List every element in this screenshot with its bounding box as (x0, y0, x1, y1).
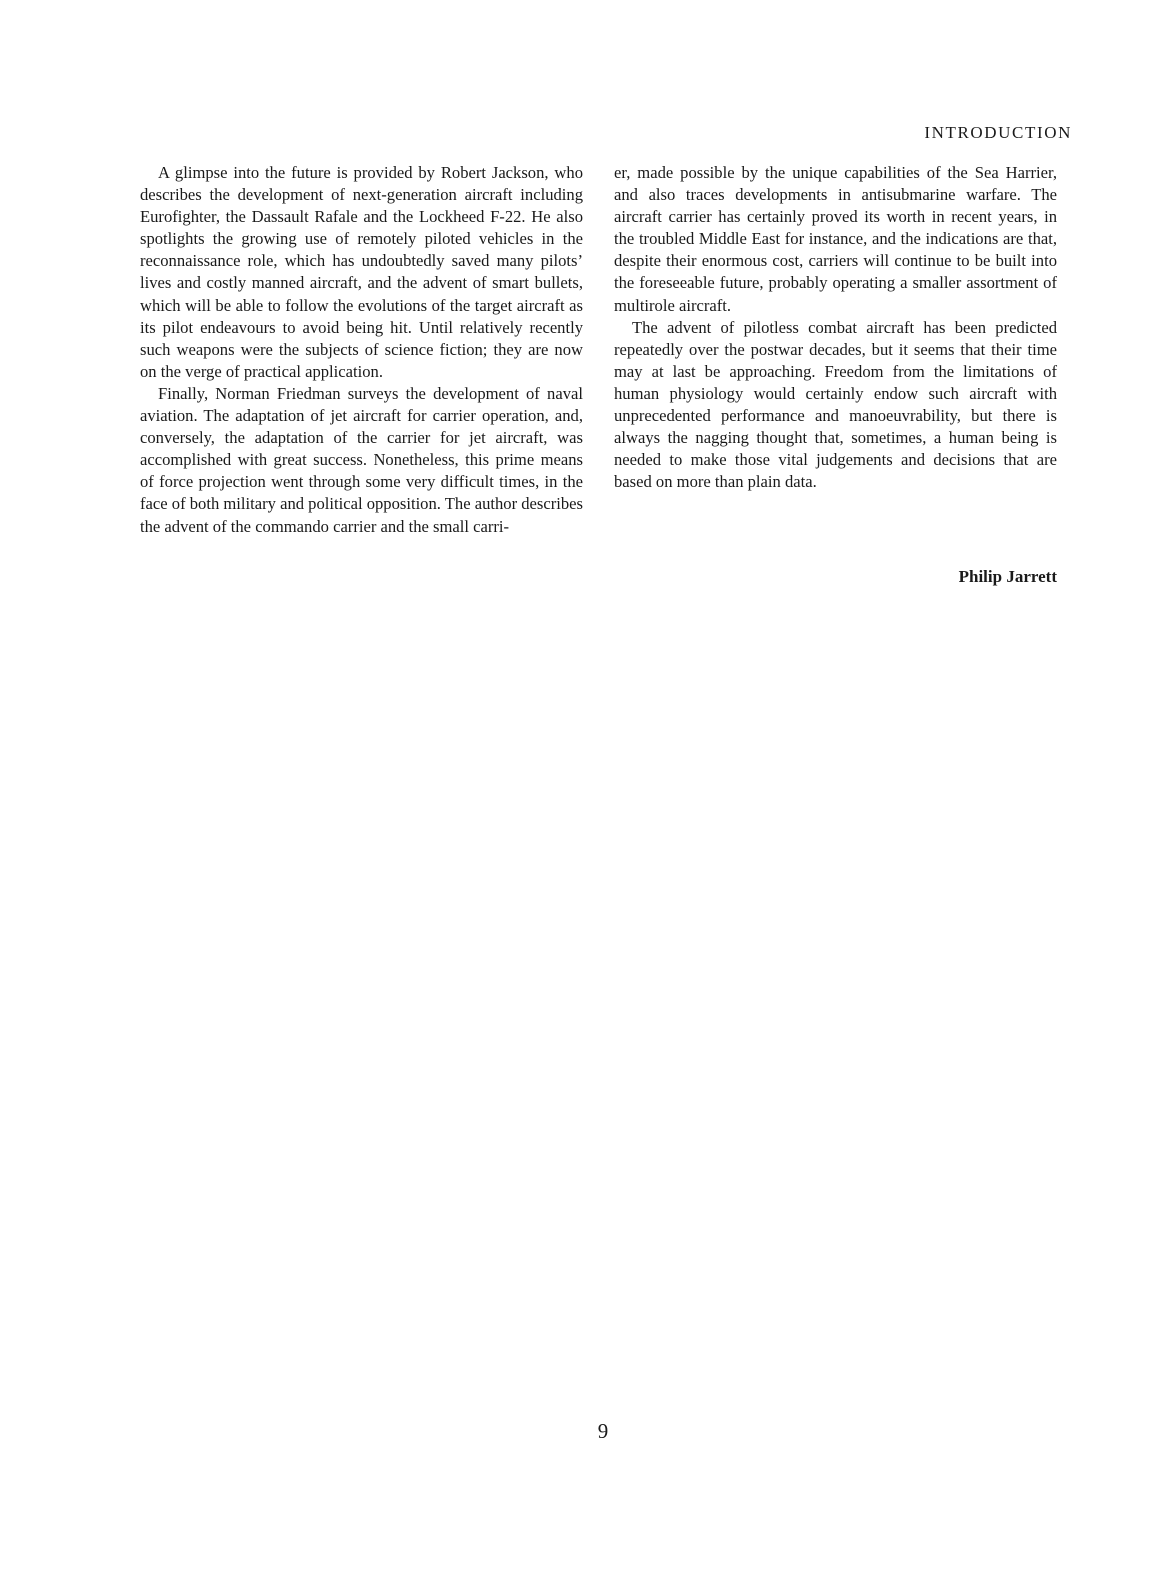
left-column (140, 162, 583, 538)
body-paragraph: A glimpse into the future is provided by Robert Jackson, who describes the development of next-generation aircraft including Eurofighter, the Dassault Rafale and the Lockheed F-22. He also spotlights the growing use of remotely piloted vehicles in the reconnaissance role, which has undoubtedly saved many pilots’ lives and costly manned aircraft, and the advent of smart bullets, which will be able to follow the evolutions of the target aircraft as its pilot endeavours to avoid being hit. Until relatively recently such weapons were the subjects of science fiction; they are now on the verge of practical application. (140, 163, 583, 381)
running-head: INTRODUCTION (924, 123, 1072, 142)
page-number: 9 (597, 1419, 609, 1443)
body-paragraph: The advent of pilotless combat aircraft has been predicted repeatedly over the postwar decades, but it seems that their time may at last be approaching. Freedom from the limitations of human physiology would certainly endow such aircraft with unprecedented performance and manoeuvrability, but there is always the nagging thought that, sometimes, a human being is needed to make those vital judgements and decisions that are based on more than plain data. (614, 317, 1057, 492)
author-signature: Philip Jarrett (958, 567, 1057, 586)
right-column (614, 162, 1057, 493)
body-paragraph: Finally, Norman Friedman surveys the development of naval aviation. The adaptation of jet aircraft for carrier operation, and, conversely, the adaptation of the carrier for jet aircraft, was accomplished with great success. Nonetheless, this prime means of force projection went through some very difficult times, in the face of both military and political opposition. The author describes the advent of the commando carrier and the small carri- (140, 383, 583, 536)
body-paragraph: er, made possible by the unique capabilities of the Sea Harrier, and also traces developments in antisubmarine warfare. The aircraft carrier has certainly proved its worth in recent years, in the troubled Middle East for instance, and the indications are that, despite their enormous cost, carriers will continue to be built into the foreseeable future, probably operating a smaller assortment of multirole aircraft. (614, 163, 1057, 315)
